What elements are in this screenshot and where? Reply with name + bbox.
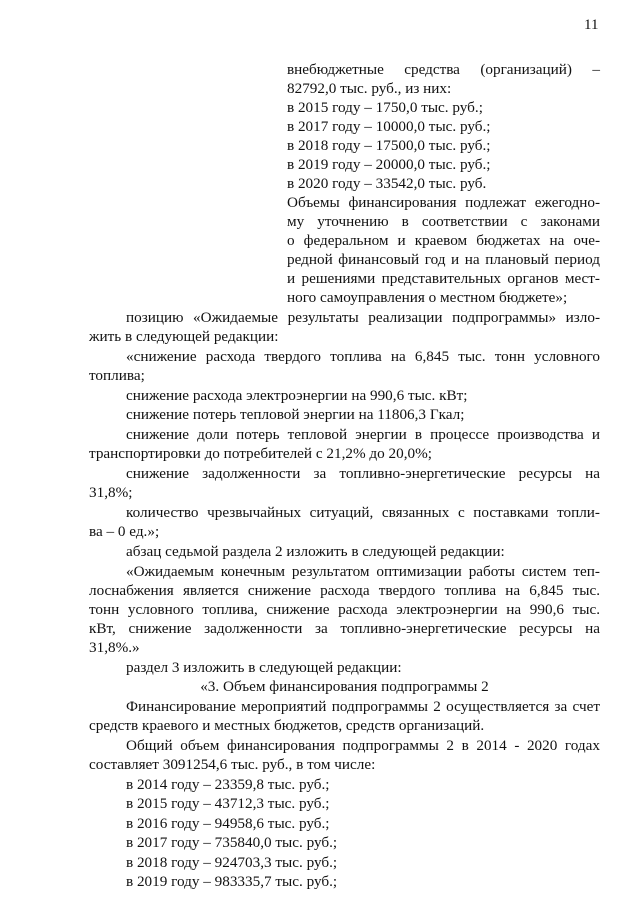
text-line: ного самоуправления о местном бюджете»; bbox=[287, 289, 568, 306]
text-line: в 2017 году – 735840,0 тыс. руб.; bbox=[126, 834, 338, 851]
text-line: жить в следующей редакции: bbox=[89, 328, 279, 345]
text-line: в 2019 году – 20000,0 тыс. руб.; bbox=[287, 156, 491, 173]
text-line: транспортировки до потребителей с 21,2% до 20,0%; bbox=[89, 445, 432, 462]
text-line: в 2017 году – 10000,0 тыс. руб.; bbox=[287, 118, 491, 135]
text-line: о федеральном и краевом бюджетах на оче- bbox=[287, 232, 600, 249]
text-line: в 2020 году – 33542,0 тыс. руб. bbox=[287, 175, 487, 192]
text-line: в 2018 году – 924703,3 тыс. руб.; bbox=[126, 854, 338, 871]
text-line: и решениями представительных органов мест- bbox=[287, 270, 600, 287]
text-line: редной финансовый год и на плановый период bbox=[287, 251, 600, 268]
text-line: снижение задолженности за топливно-энергетические ресурсы на bbox=[126, 465, 600, 482]
text-line: в 2016 году – 94958,6 тыс. руб.; bbox=[126, 815, 330, 832]
text-line: Финансирование мероприятий подпрограммы 2 осуществляется за счет bbox=[126, 698, 600, 715]
text-line: средств краевого и местных бюджетов, средств организаций. bbox=[89, 717, 485, 734]
text-line: снижение расхода электроэнергии на 990,6 тыс. кВт; bbox=[126, 387, 468, 404]
text-line: снижение потерь тепловой энергии на 11806,3 Гкал; bbox=[126, 406, 465, 423]
text-line: кВт, снижение задолженности за топливно-энергетические ресурсы на bbox=[89, 620, 600, 637]
text-line: 31,8%; bbox=[89, 484, 133, 501]
text-line: в 2014 году – 23359,8 тыс. руб.; bbox=[126, 776, 330, 793]
text-line: тонн условного топлива, снижение расхода электроэнергии на 990,6 тыс. bbox=[89, 601, 600, 618]
text-line: внебюджетные средства (организаций) – bbox=[287, 61, 600, 78]
text-line: в 2018 году – 17500,0 тыс. руб.; bbox=[287, 137, 491, 154]
text-line: ва – 0 ед.»; bbox=[89, 523, 160, 540]
text-line: 31,8%.» bbox=[89, 639, 140, 656]
page-number: 11 bbox=[584, 17, 599, 33]
text-line: в 2019 году – 983335,7 тыс. руб.; bbox=[126, 873, 338, 890]
text-line: Общий объем финансирования подпрограммы 2 в 2014 - 2020 годах bbox=[126, 737, 600, 754]
text-line: в 2015 году – 1750,0 тыс. руб.; bbox=[287, 99, 483, 116]
text-line: Объемы финансирования подлежат ежегодно- bbox=[287, 194, 600, 211]
text-line: «Ожидаемым конечным результатом оптимизации работы систем теп- bbox=[126, 563, 600, 580]
text-line: составляет 3091254,6 тыс. руб., в том числе: bbox=[89, 756, 376, 773]
text-line: количество чрезвычайных ситуаций, связанных с поставками топли- bbox=[126, 504, 600, 521]
text-line: позицию «Ожидаемые результаты реализации подпрограммы» изло- bbox=[126, 309, 600, 326]
text-line: 82792,0 тыс. руб., из них: bbox=[287, 80, 452, 97]
text-line: в 2015 году – 43712,3 тыс. руб.; bbox=[126, 795, 330, 812]
text-line: «снижение расхода твердого топлива на 6,845 тыс. тонн условного bbox=[126, 348, 600, 365]
text-line: му уточнению в соответствии с законами bbox=[287, 213, 600, 230]
text-line: снижение доли потерь тепловой энергии в процессе производства и bbox=[126, 426, 600, 443]
text-line: топлива; bbox=[89, 367, 145, 384]
text-line: раздел 3 изложить в следующей редакции: bbox=[126, 659, 402, 676]
text-line: «3. Объем финансирования подпрограммы 2 bbox=[200, 678, 489, 695]
text-line: абзац седьмой раздела 2 изложить в следующей редакции: bbox=[126, 543, 505, 560]
text-line: лоснабжения является снижение расхода твердого топлива на 6,845 тыс. bbox=[89, 582, 600, 599]
